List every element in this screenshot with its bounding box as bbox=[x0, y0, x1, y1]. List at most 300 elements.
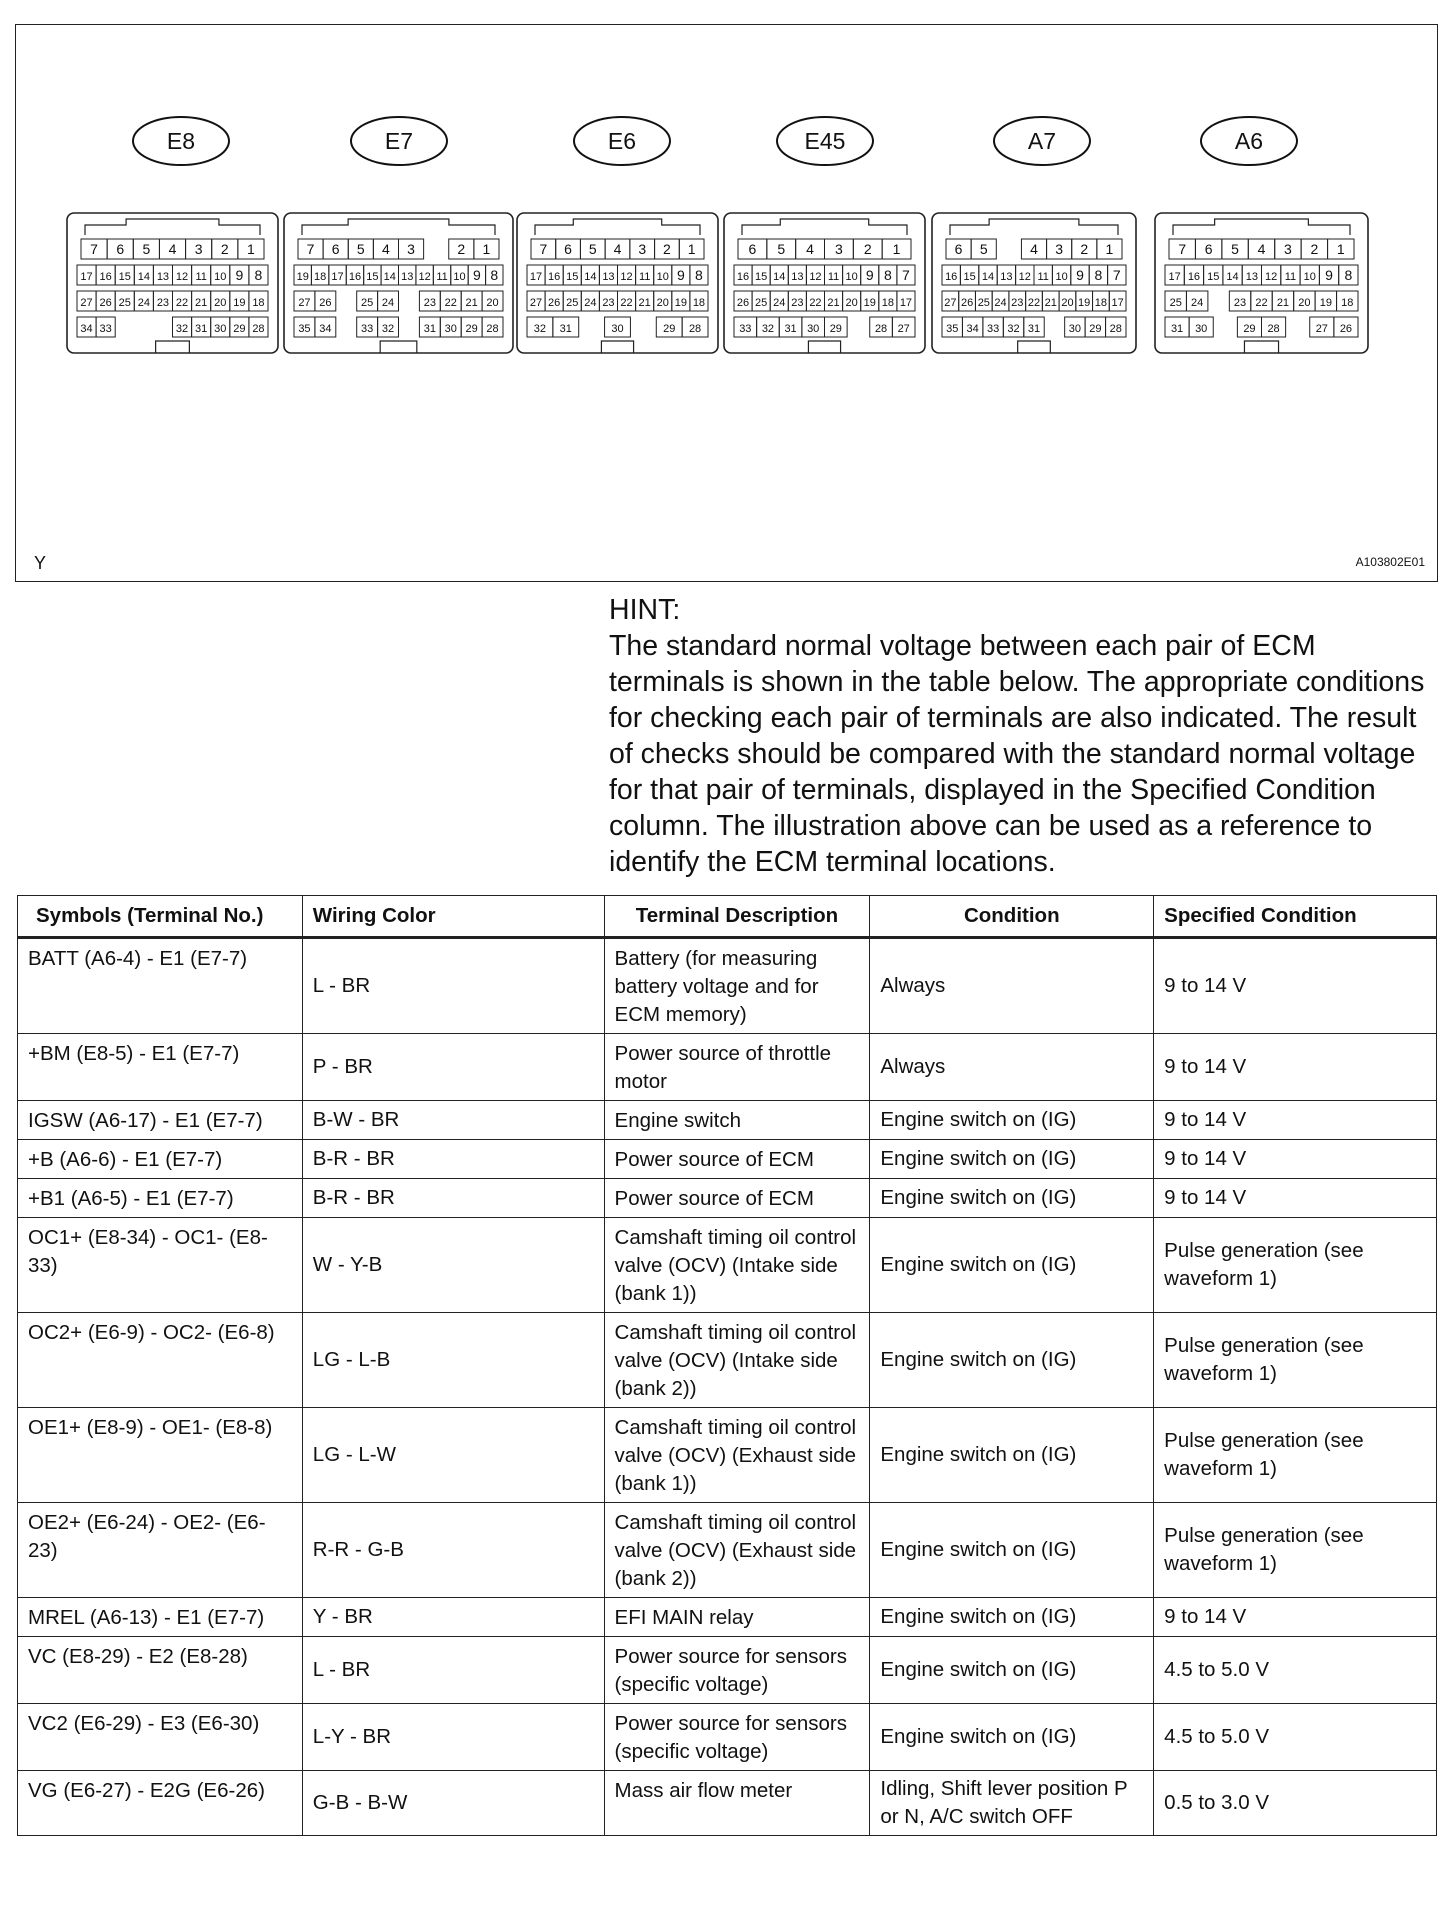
wiring-color-cell: LG - L-B bbox=[302, 1313, 604, 1408]
terminal-number: 19 bbox=[1319, 297, 1332, 309]
terminal-number: 29 bbox=[829, 323, 842, 335]
terminal-number: 2 bbox=[663, 241, 671, 257]
terminal-number: 1 bbox=[892, 241, 901, 257]
specified-condition-cell: 0.5 to 3.0 V bbox=[1154, 1771, 1437, 1836]
terminal-number: 19 bbox=[296, 271, 309, 283]
terminal-number: 16 bbox=[548, 271, 561, 283]
specified-condition-cell: 9 to 14 V bbox=[1154, 1101, 1437, 1140]
table-header-row bbox=[18, 896, 1437, 938]
terminal-number: 10 bbox=[656, 271, 669, 283]
table-row bbox=[18, 1313, 1437, 1408]
hint-block bbox=[609, 592, 1429, 880]
terminal-number: 13 bbox=[156, 271, 170, 283]
specified-condition-cell: Pulse generation (see waveform 1) bbox=[1154, 1503, 1437, 1598]
terminal-number: 4 bbox=[806, 241, 814, 257]
terminal-number: 24 bbox=[137, 297, 150, 309]
connector-label: E6 bbox=[607, 128, 637, 154]
terminal-number: 30 bbox=[214, 323, 227, 335]
specified-condition-cell: 9 to 14 V bbox=[1154, 1140, 1437, 1179]
terminal-number: 14 bbox=[981, 271, 995, 283]
terminal-number: 12 bbox=[809, 271, 822, 283]
terminal-number: 1 bbox=[482, 241, 491, 257]
description-cell: Power source for sensors (specific voltage) bbox=[604, 1637, 870, 1704]
terminal-number: 25 bbox=[361, 297, 374, 309]
table-row bbox=[18, 1408, 1437, 1503]
terminal-number: 17 bbox=[1111, 297, 1124, 309]
terminal-number: 23 bbox=[1011, 297, 1024, 309]
terminal-number: 18 bbox=[881, 297, 894, 309]
terminal-number: 15 bbox=[755, 271, 768, 283]
terminal-number: 14 bbox=[584, 271, 597, 283]
terminal-number: 33 bbox=[739, 323, 752, 335]
terminal-number: 9 bbox=[676, 267, 685, 283]
terminal-number: 30 bbox=[1068, 323, 1082, 335]
connector-label: E45 bbox=[804, 128, 846, 154]
condition-cell: Engine switch on (IG) bbox=[870, 1313, 1154, 1408]
terminal-number: 26 bbox=[1339, 323, 1353, 335]
terminal-number: 28 bbox=[1109, 323, 1122, 335]
connector-latch bbox=[808, 341, 840, 353]
terminal-number: 22 bbox=[809, 297, 822, 309]
terminal-number: 5 bbox=[1231, 241, 1239, 257]
symbols-cell: VC (E8-29) - E2 (E8-28) bbox=[18, 1637, 303, 1704]
table-row bbox=[18, 1218, 1437, 1313]
terminal-number: 25 bbox=[1169, 297, 1182, 309]
terminal-number: 1 bbox=[687, 241, 696, 257]
terminal-number: 18 bbox=[692, 297, 706, 309]
figure-corner-letter: Y bbox=[34, 553, 47, 573]
terminal-number: 13 bbox=[1245, 271, 1258, 283]
terminal-number: 5 bbox=[588, 241, 597, 257]
connector-label: A6 bbox=[1234, 128, 1264, 154]
terminal-number: 19 bbox=[674, 297, 687, 309]
terminal-number: 31 bbox=[559, 323, 572, 335]
terminal-number: 24 bbox=[381, 297, 395, 309]
terminal-number: 13 bbox=[602, 271, 615, 283]
terminal-number: 3 bbox=[835, 241, 843, 257]
table-row bbox=[18, 1034, 1437, 1101]
terminal-number: 32 bbox=[761, 323, 775, 335]
symbols-cell: BATT (A6-4) - E1 (E7-7) bbox=[18, 938, 303, 1034]
wiring-color-cell: W - Y-B bbox=[302, 1218, 604, 1313]
terminal-number: 29 bbox=[465, 323, 478, 335]
terminal-number: 2 bbox=[1310, 241, 1319, 257]
terminal-number: 24 bbox=[773, 297, 786, 309]
symbols-cell: OE1+ (E8-9) - OE1- (E8-8) bbox=[18, 1408, 303, 1503]
description-cell: Power source of ECM bbox=[604, 1140, 870, 1179]
terminal-number: 3 bbox=[407, 241, 415, 257]
description-cell: EFI MAIN relay bbox=[604, 1598, 870, 1637]
terminal-number: 11 bbox=[827, 271, 840, 283]
symbols-cell: +B (A6-6) - E1 (E7-7) bbox=[18, 1140, 303, 1179]
terminal-number: 2 bbox=[863, 241, 872, 257]
terminal-number: 18 bbox=[1094, 297, 1108, 309]
table-row bbox=[18, 1179, 1437, 1218]
terminal-number: 5 bbox=[142, 241, 151, 257]
terminal-number: 14 bbox=[137, 271, 150, 283]
terminal-number: 9 bbox=[1325, 267, 1333, 283]
connector-label: E8 bbox=[166, 128, 196, 154]
terminal-number: 19 bbox=[863, 297, 876, 309]
terminal-number: 30 bbox=[1195, 323, 1208, 335]
terminal-number: 32 bbox=[381, 323, 395, 335]
terminal-number: 4 bbox=[382, 241, 390, 257]
terminal-number: 23 bbox=[602, 297, 615, 309]
terminal-number: 32 bbox=[1007, 323, 1020, 335]
terminal-number: 25 bbox=[977, 297, 990, 309]
terminal-number: 11 bbox=[1037, 271, 1049, 283]
terminal-number: 31 bbox=[1170, 323, 1184, 335]
header-terminal-description: Terminal Description bbox=[604, 896, 870, 938]
header-wiring-color: Wiring Color bbox=[302, 896, 604, 938]
terminal-number: 28 bbox=[1267, 323, 1280, 335]
terminal-number: 27 bbox=[80, 297, 93, 309]
terminal-number: 7 bbox=[902, 267, 910, 283]
description-cell: Camshaft timing oil control valve (OCV) (Intake side (bank 2)) bbox=[604, 1313, 870, 1408]
terminal-number: 10 bbox=[453, 271, 466, 283]
terminal-number: 25 bbox=[755, 297, 768, 309]
terminal-number: 34 bbox=[966, 323, 979, 335]
connector-latch bbox=[1018, 341, 1051, 353]
terminal-number: 7 bbox=[539, 241, 548, 257]
terminal-number: 11 bbox=[638, 271, 651, 283]
terminal-number: 31 bbox=[195, 323, 208, 335]
symbols-cell: OE2+ (E6-24) - OE2- (E6-23) bbox=[18, 1503, 303, 1598]
terminal-number: 14 bbox=[773, 271, 786, 283]
specified-condition-cell: Pulse generation (see waveform 1) bbox=[1154, 1313, 1437, 1408]
specified-condition-cell: 9 to 14 V bbox=[1154, 1598, 1437, 1637]
terminal-number: 22 bbox=[1027, 297, 1041, 309]
symbols-cell: VC2 (E6-29) - E3 (E6-30) bbox=[18, 1704, 303, 1771]
terminal-number: 11 bbox=[436, 271, 448, 283]
terminal-number: 27 bbox=[298, 297, 311, 309]
terminal-number: 8 bbox=[695, 267, 703, 283]
symbols-cell: IGSW (A6-17) - E1 (E7-7) bbox=[18, 1101, 303, 1140]
terminal-voltage-table bbox=[17, 895, 1437, 1836]
connector-key-outline bbox=[85, 219, 260, 235]
symbols-cell: MREL (A6-13) - E1 (E7-7) bbox=[18, 1598, 303, 1637]
symbols-cell: VG (E6-27) - E2G (E6-26) bbox=[18, 1771, 303, 1836]
table-row bbox=[18, 1101, 1437, 1140]
terminal-number: 15 bbox=[1207, 271, 1220, 283]
terminal-number: 6 bbox=[1204, 241, 1213, 257]
terminal-number: 8 bbox=[883, 267, 892, 283]
terminal-number: 6 bbox=[748, 241, 757, 257]
terminal-number: 29 bbox=[663, 323, 676, 335]
terminal-number: 21 bbox=[1044, 297, 1057, 309]
connector-key-outline bbox=[302, 219, 495, 235]
terminal-number: 8 bbox=[1344, 267, 1353, 283]
terminal-number: 26 bbox=[319, 297, 332, 309]
terminal-number: 13 bbox=[401, 271, 414, 283]
terminal-number: 9 bbox=[1076, 267, 1084, 283]
terminal-number: 6 bbox=[116, 241, 125, 257]
description-cell: Camshaft timing oil control valve (OCV) (Exhaust side (bank 1)) bbox=[604, 1408, 870, 1503]
table-body bbox=[18, 938, 1437, 1836]
ecm-connector-diagram bbox=[16, 25, 1436, 580]
terminal-number: 10 bbox=[845, 271, 858, 283]
condition-cell: Idling, Shift lever position P or N, A/C switch OFF bbox=[870, 1771, 1154, 1836]
terminal-number: 12 bbox=[1265, 271, 1278, 283]
table-row bbox=[18, 1637, 1437, 1704]
terminal-number: 10 bbox=[1055, 271, 1068, 283]
connector-illustration bbox=[15, 24, 1438, 582]
condition-cell: Engine switch on (IG) bbox=[870, 1503, 1154, 1598]
wiring-color-cell: G-B - B-W bbox=[302, 1771, 604, 1836]
terminal-number: 17 bbox=[331, 271, 344, 283]
specified-condition-cell: Pulse generation (see waveform 1) bbox=[1154, 1218, 1437, 1313]
terminal-number: 21 bbox=[638, 297, 651, 309]
condition-cell: Engine switch on (IG) bbox=[870, 1179, 1154, 1218]
terminal-number: 6 bbox=[331, 241, 340, 257]
header-condition: Condition bbox=[870, 896, 1154, 938]
condition-cell: Engine switch on (IG) bbox=[870, 1140, 1154, 1179]
condition-cell: Engine switch on (IG) bbox=[870, 1101, 1154, 1140]
terminal-number: 2 bbox=[457, 241, 466, 257]
terminal-number: 3 bbox=[1055, 241, 1064, 257]
symbols-cell: +B1 (A6-5) - E1 (E7-7) bbox=[18, 1179, 303, 1218]
terminal-number: 4 bbox=[613, 241, 622, 257]
terminal-number: 5 bbox=[979, 241, 988, 257]
condition-cell: Engine switch on (IG) bbox=[870, 1218, 1154, 1313]
terminal-number: 20 bbox=[656, 297, 669, 309]
table-row bbox=[18, 1771, 1437, 1836]
connector-key-outline bbox=[535, 219, 700, 235]
description-cell: Mass air flow meter bbox=[604, 1771, 870, 1836]
terminal-number: 23 bbox=[1233, 297, 1247, 309]
terminal-number: 2 bbox=[1080, 241, 1089, 257]
description-cell: Power source of throttle motor bbox=[604, 1034, 870, 1101]
terminal-number: 16 bbox=[99, 271, 112, 283]
terminal-number: 26 bbox=[736, 297, 750, 309]
wiring-color-cell: B-R - BR bbox=[302, 1140, 604, 1179]
header-specified-condition: Specified Condition bbox=[1154, 896, 1437, 938]
description-cell: Engine switch bbox=[604, 1101, 870, 1140]
terminal-number: 22 bbox=[175, 297, 189, 309]
terminal-number: 15 bbox=[566, 271, 579, 283]
description-cell: Camshaft timing oil control valve (OCV) (Exhaust side (bank 2)) bbox=[604, 1503, 870, 1598]
terminal-number: 3 bbox=[194, 241, 203, 257]
wiring-color-cell: B-R - BR bbox=[302, 1179, 604, 1218]
terminal-number: 33 bbox=[986, 323, 1000, 335]
terminal-number: 7 bbox=[1178, 241, 1187, 257]
specified-condition-cell: 9 to 14 V bbox=[1154, 1034, 1437, 1101]
wiring-color-cell: B-W - BR bbox=[302, 1101, 604, 1140]
hint-text: The standard normal voltage between each pair of ECM terminals is shown in the table below. The appropriate conditions for checking each pair of terminals are also indicated. The result of checks should be compared with the standard normal voltage for that pair of terminals, displayed in the Specified Condition column. The illustration above can be used as a reference to identify the ECM terminal locations. bbox=[609, 630, 1425, 878]
terminal-number: 20 bbox=[214, 297, 227, 309]
terminal-number: 12 bbox=[1018, 271, 1031, 283]
connector-key-outline bbox=[1173, 219, 1350, 235]
table-row bbox=[18, 1503, 1437, 1598]
description-cell: Power source for sensors (specific voltage) bbox=[604, 1704, 870, 1771]
terminal-number: 16 bbox=[736, 271, 750, 283]
specified-condition-cell: Pulse generation (see waveform 1) bbox=[1154, 1408, 1437, 1503]
terminal-number: 6 bbox=[564, 241, 572, 257]
terminal-number: 14 bbox=[383, 271, 396, 283]
terminal-number: 28 bbox=[486, 323, 499, 335]
terminal-number: 30 bbox=[611, 323, 624, 335]
terminal-number: 13 bbox=[791, 271, 804, 283]
terminal-number: 25 bbox=[566, 297, 579, 309]
description-cell: Power source of ECM bbox=[604, 1179, 870, 1218]
terminal-number: 31 bbox=[1027, 323, 1041, 335]
terminal-number: 19 bbox=[233, 297, 246, 309]
terminal-number: 9 bbox=[235, 267, 244, 283]
condition-cell: Always bbox=[870, 1034, 1154, 1101]
terminal-number: 24 bbox=[994, 297, 1007, 309]
specified-condition-cell: 4.5 to 5.0 V bbox=[1154, 1704, 1437, 1771]
terminal-number: 15 bbox=[366, 271, 379, 283]
terminal-number: 7 bbox=[90, 241, 98, 257]
connector-latch bbox=[380, 341, 417, 353]
terminal-number: 1 bbox=[247, 241, 255, 257]
terminal-number: 19 bbox=[1078, 297, 1091, 309]
wiring-color-cell: Y - BR bbox=[302, 1598, 604, 1637]
terminal-number: 8 bbox=[1094, 267, 1103, 283]
terminal-number: 18 bbox=[252, 297, 265, 309]
connector-latch bbox=[156, 341, 190, 353]
terminal-number: 29 bbox=[1243, 323, 1256, 335]
connector-label: A7 bbox=[1027, 128, 1057, 154]
terminal-number: 1 bbox=[1105, 241, 1114, 257]
wiring-color-cell: LG - L-W bbox=[302, 1408, 604, 1503]
terminal-number: 27 bbox=[897, 323, 910, 335]
connector-key-outline bbox=[742, 219, 907, 235]
table-row bbox=[18, 1704, 1437, 1771]
terminal-number: 31 bbox=[423, 323, 436, 335]
condition-cell: Engine switch on (IG) bbox=[870, 1408, 1154, 1503]
terminal-number: 35 bbox=[946, 323, 959, 335]
terminal-number: 33 bbox=[361, 323, 374, 335]
terminal-number: 26 bbox=[99, 297, 112, 309]
terminal-number: 3 bbox=[1284, 241, 1292, 257]
wiring-color-cell: R-R - G-B bbox=[302, 1503, 604, 1598]
terminal-number: 4 bbox=[1030, 241, 1038, 257]
terminal-number: 22 bbox=[620, 297, 633, 309]
terminal-number: 23 bbox=[423, 297, 436, 309]
terminal-number: 30 bbox=[807, 323, 820, 335]
condition-cell: Always bbox=[870, 938, 1154, 1034]
terminal-number: 9 bbox=[472, 267, 481, 283]
terminal-number: 24 bbox=[1191, 297, 1204, 309]
specified-condition-cell: 4.5 to 5.0 V bbox=[1154, 1637, 1437, 1704]
terminal-number: 27 bbox=[1315, 323, 1328, 335]
terminal-number: 21 bbox=[195, 297, 208, 309]
terminal-number: 12 bbox=[418, 271, 431, 283]
terminal-number: 16 bbox=[348, 271, 362, 283]
terminal-number: 35 bbox=[298, 323, 311, 335]
condition-cell: Engine switch on (IG) bbox=[870, 1704, 1154, 1771]
terminal-number: 33 bbox=[99, 323, 112, 335]
terminal-number: 26 bbox=[960, 297, 974, 309]
terminal-number: 29 bbox=[1089, 323, 1102, 335]
terminal-number: 5 bbox=[356, 241, 365, 257]
terminal-number: 9 bbox=[865, 267, 874, 283]
terminal-number: 15 bbox=[118, 271, 131, 283]
wiring-color-cell: L-Y - BR bbox=[302, 1704, 604, 1771]
terminal-number: 27 bbox=[529, 297, 543, 309]
terminal-number: 16 bbox=[1187, 271, 1201, 283]
header-symbols: Symbols (Terminal No.) bbox=[18, 896, 303, 938]
terminal-number: 4 bbox=[1257, 241, 1266, 257]
terminal-number: 12 bbox=[620, 271, 633, 283]
terminal-number: 34 bbox=[319, 323, 332, 335]
table-row bbox=[18, 1140, 1437, 1179]
terminal-number: 32 bbox=[175, 323, 189, 335]
wiring-color-cell: L - BR bbox=[302, 938, 604, 1034]
terminal-number: 12 bbox=[175, 271, 189, 283]
condition-cell: Engine switch on (IG) bbox=[870, 1637, 1154, 1704]
terminal-number: 18 bbox=[1341, 297, 1354, 309]
symbols-cell: OC2+ (E6-9) - OC2- (E6-8) bbox=[18, 1313, 303, 1408]
wiring-color-cell: L - BR bbox=[302, 1637, 604, 1704]
symbols-cell: OC1+ (E8-34) - OC1- (E8-33) bbox=[18, 1218, 303, 1313]
terminal-number: 23 bbox=[156, 297, 170, 309]
figure-image-code: A103802E01 bbox=[1355, 555, 1425, 569]
connector-label: E7 bbox=[384, 128, 414, 154]
wiring-color-cell: P - BR bbox=[302, 1034, 604, 1101]
terminal-number: 20 bbox=[486, 297, 499, 309]
terminal-number: 10 bbox=[1303, 271, 1316, 283]
terminal-number: 17 bbox=[899, 297, 913, 309]
terminal-number: 20 bbox=[1298, 297, 1311, 309]
terminal-number: 1 bbox=[1336, 241, 1345, 257]
terminal-number: 21 bbox=[827, 297, 840, 309]
terminal-number: 22 bbox=[1255, 297, 1268, 309]
terminal-number: 7 bbox=[1112, 267, 1121, 283]
terminal-number: 27 bbox=[944, 297, 957, 309]
terminal-number: 11 bbox=[1284, 271, 1297, 283]
terminal-number: 17 bbox=[529, 271, 543, 283]
terminal-number: 29 bbox=[233, 323, 246, 335]
description-cell: Camshaft timing oil control valve (OCV) (Intake side (bank 1)) bbox=[604, 1218, 870, 1313]
terminal-number: 22 bbox=[444, 297, 457, 309]
terminal-number: 6 bbox=[954, 241, 963, 257]
terminal-number: 32 bbox=[533, 323, 547, 335]
terminal-number: 17 bbox=[1168, 271, 1181, 283]
terminal-number: 13 bbox=[1000, 271, 1013, 283]
terminal-number: 26 bbox=[548, 297, 561, 309]
connector-key-outline bbox=[950, 219, 1118, 235]
specified-condition-cell: 9 to 14 V bbox=[1154, 938, 1437, 1034]
terminal-number: 11 bbox=[195, 271, 207, 283]
terminal-number: 21 bbox=[1276, 297, 1290, 309]
terminal-number: 23 bbox=[791, 297, 804, 309]
terminal-number: 5 bbox=[777, 241, 786, 257]
terminal-number: 25 bbox=[118, 297, 131, 309]
hint-title: HINT: bbox=[609, 594, 681, 626]
terminal-number: 20 bbox=[845, 297, 858, 309]
terminal-number: 7 bbox=[306, 241, 315, 257]
terminal-number: 18 bbox=[314, 271, 327, 283]
description-cell: Battery (for measuring battery voltage and for ECM memory) bbox=[604, 938, 870, 1034]
terminal-number: 31 bbox=[784, 323, 797, 335]
terminal-number: 17 bbox=[80, 271, 93, 283]
terminal-number: 14 bbox=[1226, 271, 1239, 283]
connector-latch bbox=[1244, 341, 1278, 353]
terminal-number: 4 bbox=[168, 241, 177, 257]
table-row bbox=[18, 938, 1437, 1034]
terminal-number: 30 bbox=[444, 323, 457, 335]
terminal-number: 15 bbox=[963, 271, 976, 283]
terminal-number: 28 bbox=[252, 323, 265, 335]
terminal-number: 2 bbox=[220, 241, 229, 257]
terminal-number: 34 bbox=[80, 323, 93, 335]
terminal-number: 28 bbox=[688, 323, 702, 335]
terminal-number: 8 bbox=[490, 267, 499, 283]
condition-cell: Engine switch on (IG) bbox=[870, 1598, 1154, 1637]
symbols-cell: +BM (E8-5) - E1 (E7-7) bbox=[18, 1034, 303, 1101]
